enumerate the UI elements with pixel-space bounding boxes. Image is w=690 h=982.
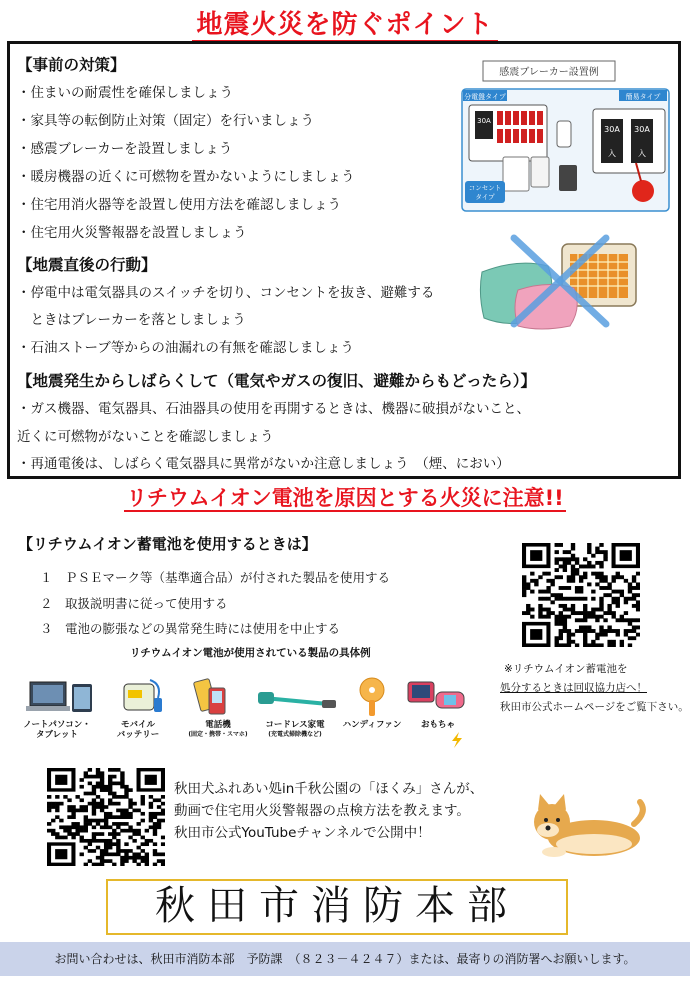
lithium-warning-title-text: リチウムイオン電池を原因とする火災に注意!! bbox=[126, 486, 564, 510]
product-name: コードレス家電 bbox=[265, 720, 325, 730]
hokumi-line: 動画で住宅用火災警報器の点検方法を教えます。 bbox=[174, 803, 470, 819]
lithium-warning-title bbox=[0, 482, 690, 512]
main-title bbox=[0, 4, 690, 41]
lithium-usage-heading: 【リチウムイオン蓄電池を使用するときは】 bbox=[18, 535, 317, 553]
contact-footer: お問い合わせは、秋田市消防本部 予防課 （８２３－４２４７）または、最寄りの消防署へお願いします。 bbox=[0, 942, 690, 976]
pre-measure-item: ・暖房機器の近くに可燃物を置かないようにしましょう bbox=[17, 169, 355, 185]
product-label-laptop bbox=[12, 720, 102, 740]
product-name: ハンディファン bbox=[342, 720, 402, 730]
pre-measure-item: ・家具等の転倒防止対策（固定）を行いましょう bbox=[17, 113, 314, 129]
product-name: モバイル バッテリー bbox=[116, 720, 160, 740]
panel-label: 分電盤タイプ bbox=[464, 93, 506, 101]
recycle-note bbox=[500, 660, 689, 717]
pre-measure-item: ・感震ブレーカーを設置しましょう bbox=[17, 141, 233, 157]
later-item: ・再通電後は、しばらく電気器具に異常がないか注意しましょう （煙、におい） bbox=[17, 456, 510, 472]
main-title-text: 地震火災を防ぐポイント bbox=[192, 10, 497, 43]
after-quake-item: ときはブレーカーを落としましょう bbox=[17, 312, 246, 328]
section-pre-measures-heading: 【事前の対策】 bbox=[17, 56, 126, 74]
lithium-usage-item: ２ 取扱説明書に従って使用する bbox=[40, 596, 228, 611]
hokumi-line: 秋田市公式YouTubeチャンネルで公開中！ bbox=[174, 825, 431, 841]
laptop-icon bbox=[26, 678, 96, 718]
qr-code-icon bbox=[47, 768, 165, 866]
breaker-illustration bbox=[461, 59, 670, 214]
lithium-usage-item: ３ 電池の膨張などの異常発生時には使用を中止する bbox=[40, 621, 341, 636]
product-label-battery bbox=[103, 720, 173, 740]
product-sub: (固定・携帯・スマホ) bbox=[188, 731, 248, 738]
vacuum-icon bbox=[258, 686, 338, 716]
phone-icon bbox=[193, 676, 233, 718]
after-quake-item: ・停電中は電気器具のスイッチを切り、コンセントを抜き、避難する bbox=[17, 285, 435, 301]
later-item: 近くに可燃物がないことを確認しましょう bbox=[17, 429, 274, 445]
svg-text:30A: 30A bbox=[604, 125, 620, 134]
product-examples bbox=[18, 676, 488, 746]
pre-measure-item: ・住まいの耐震性を確保しましょう bbox=[17, 85, 233, 101]
plug-adapter bbox=[559, 165, 577, 191]
product-name: 電話機 bbox=[205, 720, 231, 730]
outlet-label: コンセント bbox=[468, 184, 502, 192]
svg-text:入: 入 bbox=[638, 149, 646, 158]
product-name: おもちゃ bbox=[420, 720, 455, 730]
pre-measure-item: ・住宅用消火器等を設置し使用方法を確認しましょう bbox=[17, 197, 341, 213]
spark-icon bbox=[450, 732, 464, 748]
after-quake-item: ・石油ストーブ等からの油漏れの有無を確認しましょう bbox=[17, 340, 354, 356]
products-caption: リチウムイオン電池が使用されている製品の具体例 bbox=[130, 647, 371, 659]
product-label-vacuum bbox=[250, 720, 340, 740]
hokumi-line: 秋田犬ふれあい処in千秋公園の「ほくみ」さんが、 bbox=[174, 781, 484, 797]
svg-text:入: 入 bbox=[608, 149, 616, 158]
recycle-qr-code[interactable] bbox=[522, 543, 640, 647]
recycle-note-line: 処分するときは回収協力店へ！ bbox=[500, 682, 647, 694]
pre-measure-item: ・住宅用火災警報器を設置しましょう bbox=[17, 225, 247, 241]
product-name: ノートパソコン・ タブレット bbox=[23, 720, 91, 740]
youtube-qr-code[interactable] bbox=[47, 768, 165, 866]
heater-hazard-figure bbox=[478, 232, 648, 332]
product-label-toy bbox=[410, 720, 466, 730]
battery-icon bbox=[118, 676, 168, 718]
recycle-note-line: 秋田市公式ホームページをご覧下さい。 bbox=[500, 701, 689, 713]
qr-code-icon bbox=[522, 543, 640, 647]
product-sub: (充電式掃除機など) bbox=[268, 731, 322, 738]
later-item: ・ガス機器、電気器具、石油器具の使用を再開するときは、機器に破損がないこと、 bbox=[17, 401, 530, 417]
hokumi-video-text bbox=[174, 778, 483, 844]
lithium-usage-item: １ ＰＳＥマーク等（基準適合品）が付された製品を使用する bbox=[40, 570, 391, 585]
section-later-heading: 【地震発生からしばらくして（電気やガスの復旧、避難からもどったら）】 bbox=[17, 372, 536, 390]
outlet-device bbox=[503, 157, 529, 191]
fire-department-banner: 秋田市消防本部 bbox=[106, 879, 568, 935]
section-after-quake-heading: 【地震直後の行動】 bbox=[17, 256, 157, 274]
main-switch bbox=[475, 111, 493, 139]
product-label-fan bbox=[336, 720, 408, 730]
recycle-note-line: ※リチウムイオン蓄電池を bbox=[504, 663, 628, 675]
svg-text:タイプ: タイプ bbox=[475, 193, 495, 201]
main-switch-amp: 30A bbox=[477, 117, 491, 125]
svg-text:30A: 30A bbox=[634, 125, 650, 134]
fan-icon bbox=[354, 676, 390, 718]
breaker-caption: 感震ブレーカー設置例 bbox=[499, 67, 599, 78]
weight-ball bbox=[632, 180, 654, 202]
heater-cushion-illustration bbox=[478, 232, 648, 332]
akita-dog-icon bbox=[524, 788, 648, 864]
simple-label: 簡易タイプ bbox=[625, 93, 661, 101]
toy-icon bbox=[406, 680, 466, 716]
breaker-figure bbox=[461, 59, 670, 214]
